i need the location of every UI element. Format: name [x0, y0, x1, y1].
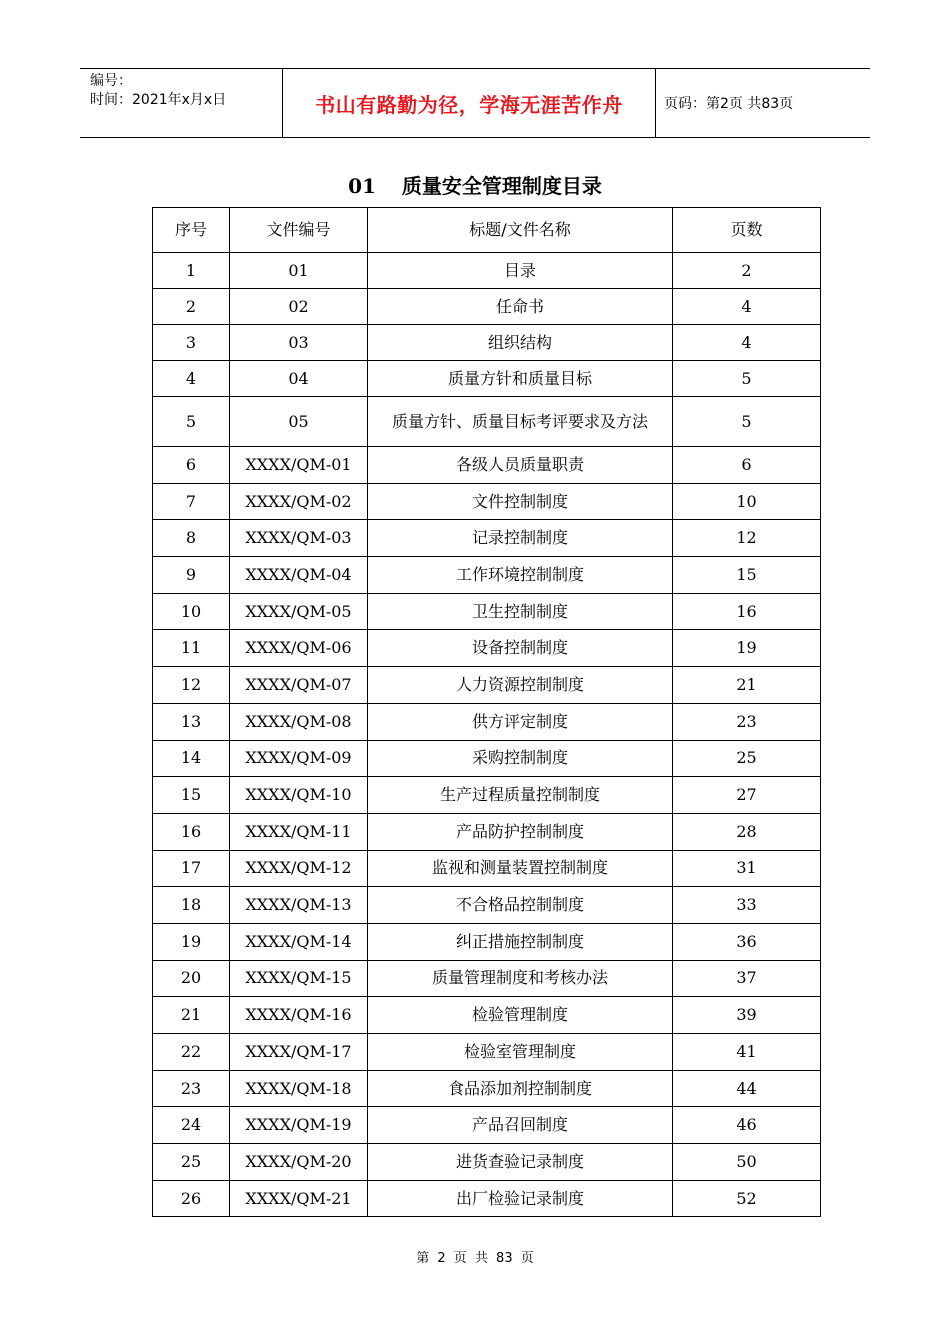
row-index: 7: [153, 483, 230, 520]
table-row: [153, 960, 821, 997]
row-index: 8: [153, 520, 230, 557]
row-file-number: 01: [230, 253, 368, 289]
row-file-number: XXXX/QM-10: [230, 777, 368, 814]
row-page: 46: [673, 1107, 821, 1144]
row-page: 4: [673, 289, 821, 325]
row-title: 纠正措施控制制度: [368, 923, 673, 960]
row-file-number: XXXX/QM-06: [230, 630, 368, 667]
row-title: 设备控制制度: [368, 630, 673, 667]
row-file-number: XXXX/QM-02: [230, 483, 368, 520]
row-page: 16: [673, 593, 821, 630]
row-page: 52: [673, 1180, 821, 1217]
title-number: 01: [348, 174, 376, 198]
row-file-number: XXXX/QM-17: [230, 1034, 368, 1071]
row-title: 产品召回制度: [368, 1107, 673, 1144]
row-title: 进货查验记录制度: [368, 1144, 673, 1181]
row-file-number: XXXX/QM-04: [230, 557, 368, 594]
row-title: 监视和测量装置控制制度: [368, 850, 673, 887]
table-row: [153, 997, 821, 1034]
table-row: [153, 397, 821, 447]
row-file-number: XXXX/QM-12: [230, 850, 368, 887]
row-file-number: XXXX/QM-05: [230, 593, 368, 630]
row-index: 11: [153, 630, 230, 667]
row-file-number: 04: [230, 361, 368, 397]
row-page: 2: [673, 253, 821, 289]
row-title: 组织结构: [368, 325, 673, 361]
row-index: 16: [153, 813, 230, 850]
table-row: [153, 630, 821, 667]
row-file-number: XXXX/QM-16: [230, 997, 368, 1034]
row-page: 19: [673, 630, 821, 667]
row-index: 14: [153, 740, 230, 777]
row-file-number: XXXX/QM-09: [230, 740, 368, 777]
row-file-number: 02: [230, 289, 368, 325]
row-index: 18: [153, 887, 230, 924]
row-index: 9: [153, 557, 230, 594]
row-file-number: XXXX/QM-11: [230, 813, 368, 850]
row-file-number: XXXX/QM-20: [230, 1144, 368, 1181]
table-row: [153, 1034, 821, 1071]
row-title: 人力资源控制制度: [368, 667, 673, 704]
row-file-number: XXXX/QM-08: [230, 703, 368, 740]
row-index: 3: [153, 325, 230, 361]
row-page: 6: [673, 447, 821, 484]
column-header-index: 序号: [153, 208, 230, 253]
row-index: 19: [153, 923, 230, 960]
row-file-number: XXXX/QM-18: [230, 1070, 368, 1107]
row-page: 21: [673, 667, 821, 704]
title-text: 质量安全管理制度目录: [401, 174, 602, 198]
row-index: 6: [153, 447, 230, 484]
row-index: 23: [153, 1070, 230, 1107]
row-title: 目录: [368, 253, 673, 289]
row-title: 不合格品控制制度: [368, 887, 673, 924]
row-page: 4: [673, 325, 821, 361]
table-row: [153, 289, 821, 325]
header-meta: [80, 69, 282, 137]
row-page: 5: [673, 361, 821, 397]
row-file-number: XXXX/QM-19: [230, 1107, 368, 1144]
row-index: 24: [153, 1107, 230, 1144]
table-row: [153, 667, 821, 704]
row-index: 21: [153, 997, 230, 1034]
row-index: 4: [153, 361, 230, 397]
table-row: [153, 703, 821, 740]
row-file-number: XXXX/QM-15: [230, 960, 368, 997]
table-row: [153, 447, 821, 484]
row-title: 生产过程质量控制制度: [368, 777, 673, 814]
row-index: 13: [153, 703, 230, 740]
row-file-number: XXXX/QM-21: [230, 1180, 368, 1217]
toc-table: [152, 207, 821, 1217]
table-row: [153, 813, 821, 850]
table-row: [153, 1144, 821, 1181]
table-row: [153, 593, 821, 630]
row-index: 12: [153, 667, 230, 704]
row-index: 17: [153, 850, 230, 887]
row-title: 各级人员质量职责: [368, 447, 673, 484]
row-title: 卫生控制制度: [368, 593, 673, 630]
row-index: 2: [153, 289, 230, 325]
document-number-label: 编号：: [90, 73, 132, 89]
row-page: 39: [673, 997, 821, 1034]
table-row: [153, 361, 821, 397]
row-title: 供方评定制度: [368, 703, 673, 740]
row-file-number: 03: [230, 325, 368, 361]
table-row: [153, 520, 821, 557]
table-row: [153, 483, 821, 520]
document-date: 时间：2021年x月x日: [90, 92, 227, 108]
row-file-number: XXXX/QM-07: [230, 667, 368, 704]
row-file-number: 05: [230, 397, 368, 447]
row-title: 任命书: [368, 289, 673, 325]
row-index: 15: [153, 777, 230, 814]
document-title: [0, 170, 950, 199]
row-title: 采购控制制度: [368, 740, 673, 777]
table-row: [153, 557, 821, 594]
row-page: 37: [673, 960, 821, 997]
table-row: [153, 740, 821, 777]
row-page: 50: [673, 1144, 821, 1181]
row-file-number: XXXX/QM-14: [230, 923, 368, 960]
row-file-number: XXXX/QM-03: [230, 520, 368, 557]
row-page: 27: [673, 777, 821, 814]
row-index: 1: [153, 253, 230, 289]
row-index: 20: [153, 960, 230, 997]
row-title: 检验室管理制度: [368, 1034, 673, 1071]
row-page: 15: [673, 557, 821, 594]
table-row: [153, 1180, 821, 1217]
row-title: 质量管理制度和考核办法: [368, 960, 673, 997]
row-title: 工作环境控制制度: [368, 557, 673, 594]
row-file-number: XXXX/QM-13: [230, 887, 368, 924]
row-title: 检验管理制度: [368, 997, 673, 1034]
row-page: 10: [673, 483, 821, 520]
header-page-info: 页码：第2页 共83页: [664, 96, 794, 112]
row-index: 5: [153, 397, 230, 447]
row-page: 23: [673, 703, 821, 740]
row-title: 产品防护控制制度: [368, 813, 673, 850]
row-index: 25: [153, 1144, 230, 1181]
row-page: 5: [673, 397, 821, 447]
row-title: 质量方针和质量目标: [368, 361, 673, 397]
page-header: [80, 68, 870, 138]
row-page: 36: [673, 923, 821, 960]
table-row: [153, 1070, 821, 1107]
row-title: 记录控制制度: [368, 520, 673, 557]
row-page: 28: [673, 813, 821, 850]
table-row: [153, 923, 821, 960]
table-row: [153, 325, 821, 361]
row-page: 33: [673, 887, 821, 924]
row-page: 31: [673, 850, 821, 887]
row-index: 26: [153, 1180, 230, 1217]
row-page: 25: [673, 740, 821, 777]
column-header-title: 标题/文件名称: [368, 208, 673, 253]
table-header-row: [153, 208, 821, 253]
table-row: [153, 253, 821, 289]
row-page: 44: [673, 1070, 821, 1107]
row-title: 出厂检验记录制度: [368, 1180, 673, 1217]
row-index: 10: [153, 593, 230, 630]
row-title: 文件控制制度: [368, 483, 673, 520]
row-page: 12: [673, 520, 821, 557]
column-header-file-number: 文件编号: [230, 208, 368, 253]
row-title: 质量方针、质量目标考评要求及方法: [368, 397, 673, 447]
header-motto: 书山有路勤为径，学海无涯苦作舟: [282, 69, 656, 137]
row-file-number: XXXX/QM-01: [230, 447, 368, 484]
page-footer: 第 2 页 共 83 页: [416, 1251, 534, 1266]
row-title: 食品添加剂控制制度: [368, 1070, 673, 1107]
table-row: [153, 850, 821, 887]
column-header-page-count: 页数: [673, 208, 821, 253]
row-index: 22: [153, 1034, 230, 1071]
table-row: [153, 887, 821, 924]
table-row: [153, 1107, 821, 1144]
table-row: [153, 777, 821, 814]
row-page: 41: [673, 1034, 821, 1071]
